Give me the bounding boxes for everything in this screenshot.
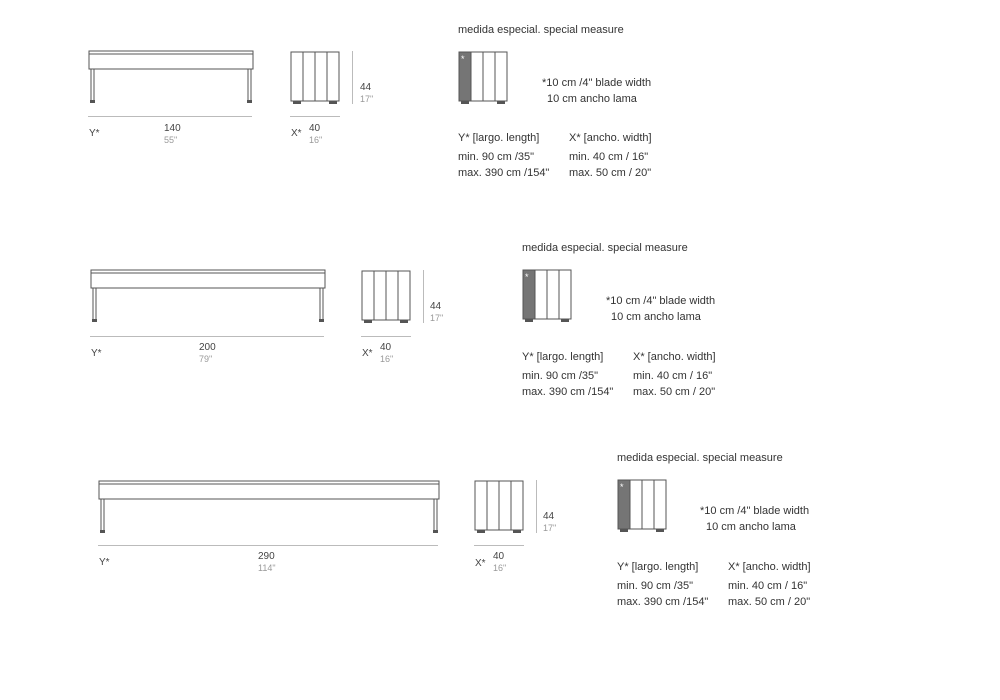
length-range-max: max. 390 cm /154": [522, 386, 614, 398]
length-range-min: min. 90 cm /35": [458, 151, 535, 163]
width-dimension-line: [290, 116, 340, 117]
length-in: 79": [199, 354, 213, 364]
length-axis-label: Y*: [89, 128, 100, 139]
blade-width-es: 10 cm ancho lama: [611, 311, 701, 323]
width-dimension-line: [361, 336, 411, 337]
bench-front-view: [88, 48, 254, 104]
width-axis-label: X*: [291, 128, 302, 139]
length-cm: 290: [258, 551, 275, 562]
width-range-heading: X* [ancho. width]: [569, 132, 652, 144]
bench-front-view: [90, 267, 326, 323]
height-cm: 44: [543, 511, 555, 522]
svg-text:*: *: [620, 482, 624, 492]
special-blade-diagram: [617, 479, 669, 533]
blade-width-en: *10 cm /4" blade width: [542, 77, 652, 89]
length-dimension-line: [98, 545, 438, 546]
length-in: 114": [258, 563, 276, 573]
special-blade-diagram: [458, 51, 510, 105]
width-dimension-line: [474, 545, 524, 546]
length-axis-label: Y*: [91, 348, 102, 359]
length-range-heading: Y* [largo. length]: [522, 351, 604, 363]
height-in: 17": [430, 313, 444, 323]
length-dimension-line: [88, 116, 252, 117]
height-in: 17": [360, 94, 374, 104]
length-range-min: min. 90 cm /35": [522, 370, 599, 382]
width-range-min: min. 40 cm / 16": [569, 151, 649, 163]
height-cm: 44: [430, 301, 442, 312]
height-dimension-line: [352, 51, 353, 104]
width-axis-label: X*: [362, 348, 373, 359]
bench-front-view: [98, 478, 440, 534]
bench-side-view: [474, 480, 526, 534]
length-range-heading: Y* [largo. length]: [617, 561, 699, 573]
height-dimension-line: [423, 270, 424, 323]
special-measure-title: medida especial. special measure: [522, 242, 688, 254]
width-axis-label: X*: [475, 558, 486, 569]
length-in: 55": [164, 135, 178, 145]
width-in: 16": [493, 563, 507, 573]
width-in: 16": [380, 354, 394, 364]
bench-side-view: [361, 270, 413, 324]
special-blade-diagram: [522, 269, 574, 323]
length-dimension-line: [90, 336, 324, 337]
length-range-heading: Y* [largo. length]: [458, 132, 540, 144]
svg-text:*: *: [525, 272, 529, 282]
special-measure-title: medida especial. special measure: [458, 24, 624, 36]
height-dimension-line: [536, 480, 537, 533]
width-in: 16": [309, 135, 323, 145]
width-range-min: min. 40 cm / 16": [728, 580, 808, 592]
length-range-max: max. 390 cm /154": [458, 167, 550, 179]
width-range-max: max. 50 cm / 20": [569, 167, 652, 179]
width-range-heading: X* [ancho. width]: [633, 351, 716, 363]
height-in: 17": [543, 523, 557, 533]
height-cm: 44: [360, 82, 372, 93]
svg-text:*: *: [461, 54, 465, 64]
blade-width-es: 10 cm ancho lama: [547, 93, 637, 105]
width-range-min: min. 40 cm / 16": [633, 370, 713, 382]
bench-side-view: [290, 51, 342, 105]
length-range-min: min. 90 cm /35": [617, 580, 694, 592]
blade-width-es: 10 cm ancho lama: [706, 521, 796, 533]
length-range-max: max. 390 cm /154": [617, 596, 709, 608]
width-range-max: max. 50 cm / 20": [728, 596, 811, 608]
width-cm: 40: [309, 123, 321, 134]
width-range-heading: X* [ancho. width]: [728, 561, 811, 573]
length-cm: 200: [199, 342, 216, 353]
length-axis-label: Y*: [99, 557, 110, 568]
width-cm: 40: [380, 342, 392, 353]
width-cm: 40: [493, 551, 505, 562]
blade-width-en: *10 cm /4" blade width: [700, 505, 810, 517]
special-measure-title: medida especial. special measure: [617, 452, 783, 464]
length-cm: 140: [164, 123, 181, 134]
width-range-max: max. 50 cm / 20": [633, 386, 716, 398]
blade-width-en: *10 cm /4" blade width: [606, 295, 716, 307]
